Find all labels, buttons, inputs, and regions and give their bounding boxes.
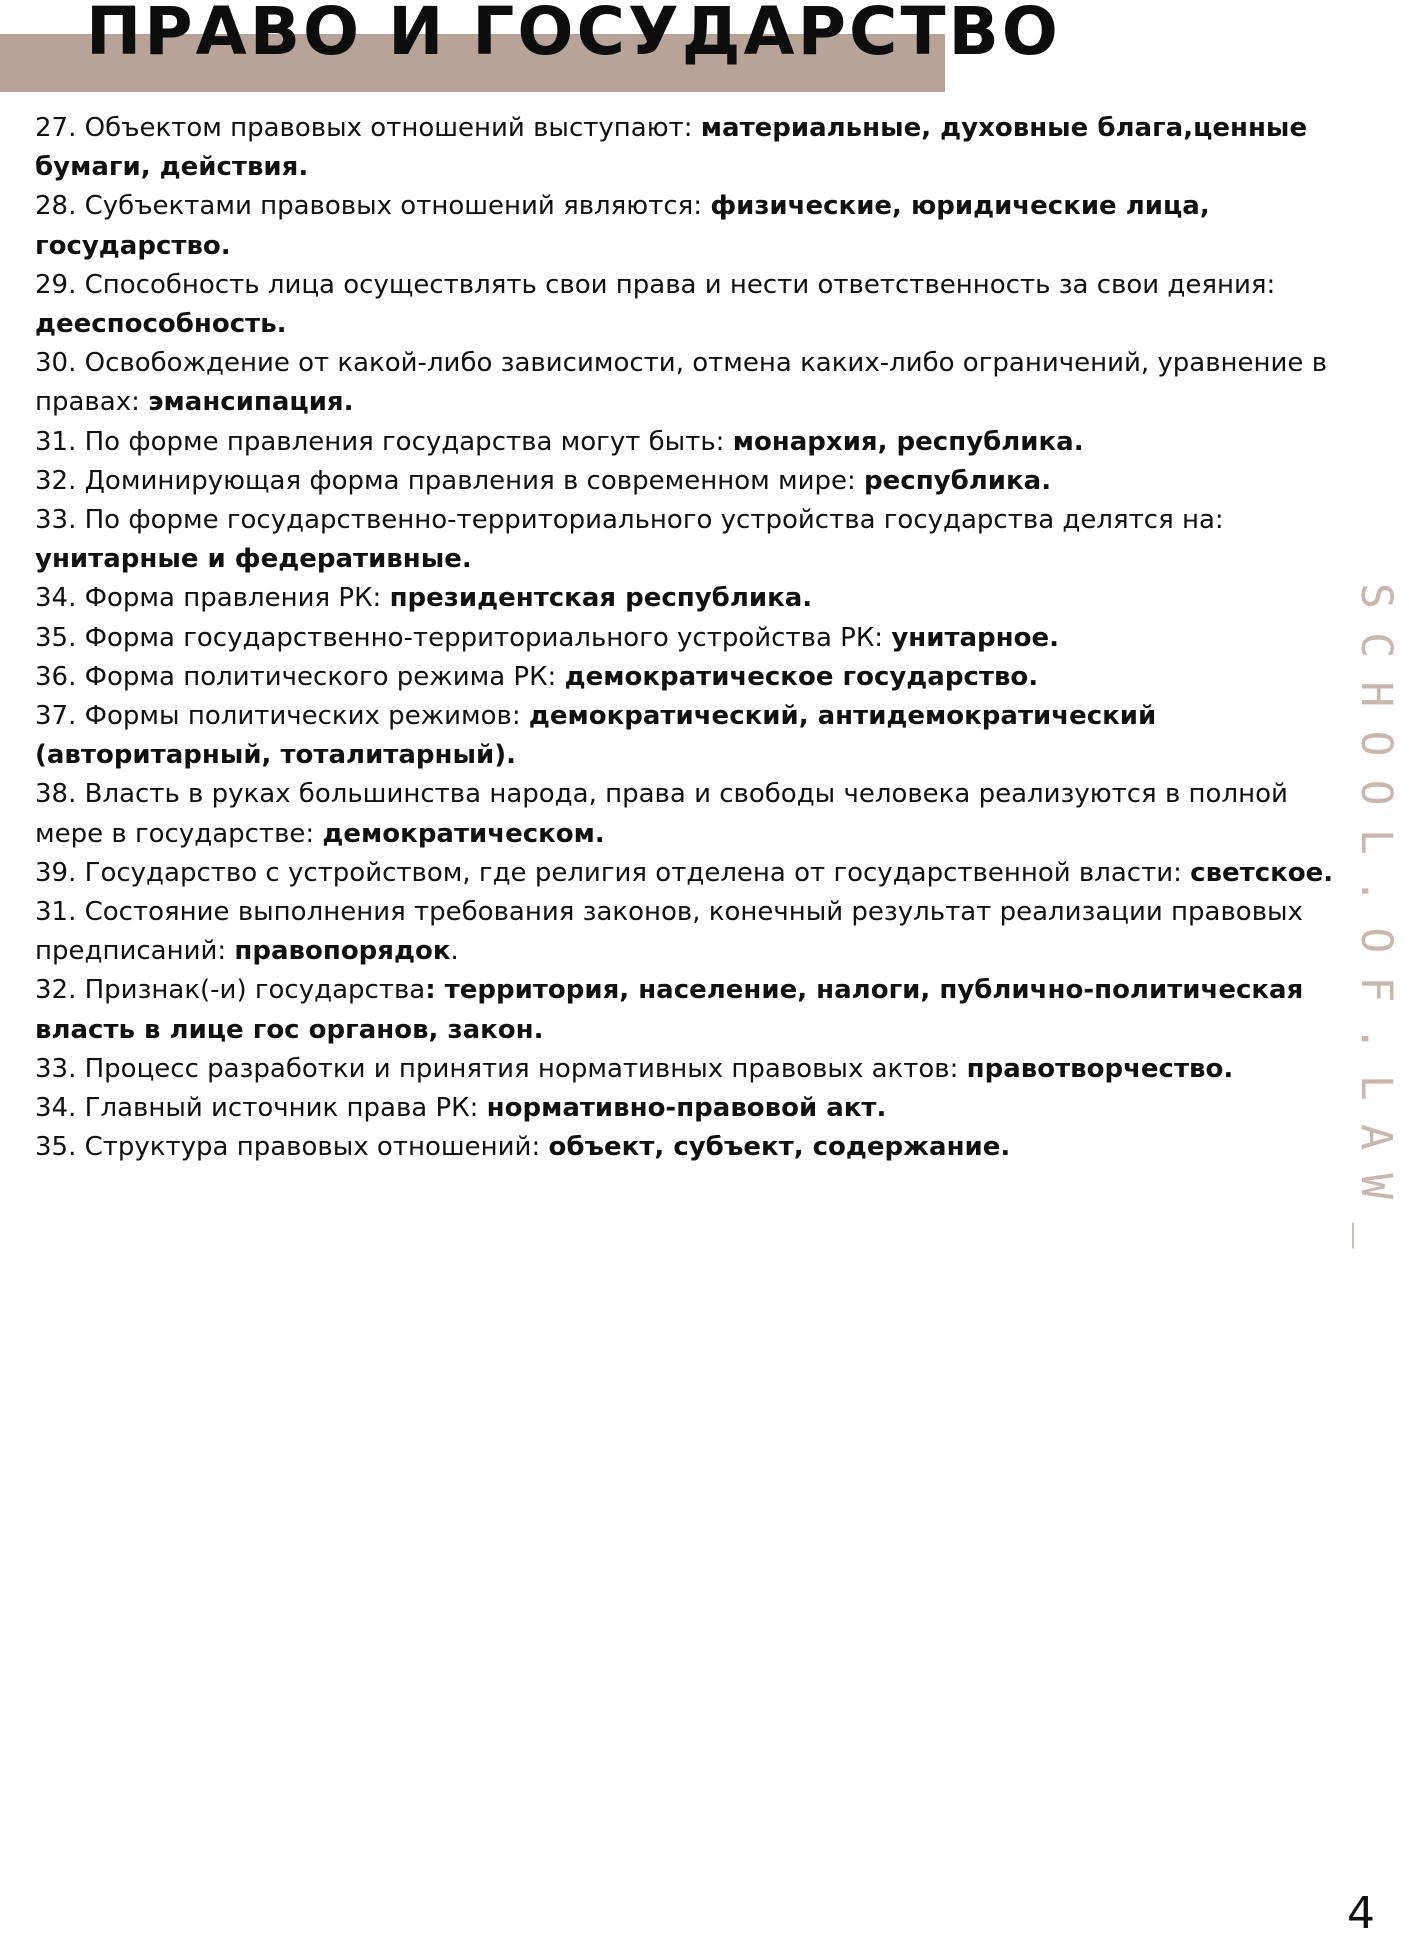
item-answer: физические, юридические лица, государство. (35, 191, 1210, 261)
item-text: 32. Доминирующая форма правления в современном мире: (35, 465, 865, 496)
item-text: 33. По форме государственно-территориального устройства государства делятся на: (35, 505, 1224, 536)
item-text: 35. Структура правовых отношений: (35, 1132, 549, 1163)
item-tail: . (450, 936, 459, 967)
item-answer: президентская республика. (389, 583, 813, 614)
list-item (35, 893, 1335, 971)
item-text: 27. Объектом правовых отношений выступают: (35, 113, 701, 143)
item-answer: унитарные и федеративные. (35, 544, 472, 575)
list-item (35, 579, 1335, 618)
list-item (35, 697, 1335, 775)
item-answer: эмансипация. (148, 387, 354, 418)
side-brand-text: SCHOOL.OF.LAW_ (1351, 583, 1401, 1272)
item-text: 37. Формы политических режимов: (35, 701, 529, 732)
item-answer: унитарное. (891, 622, 1060, 653)
list-item (35, 344, 1335, 422)
list-item (35, 1050, 1335, 1089)
item-answer: демократический, антидемократический (авторитарный, тоталитарный). (35, 701, 1157, 771)
list-item (35, 619, 1335, 658)
item-answer: материальные, духовные блага,ценные бумаги, действия. (35, 113, 1308, 183)
list-item (35, 1089, 1335, 1128)
item-text: 29. Способность лица осуществлять свои права и нести ответственность за свои деяния: (35, 269, 1276, 300)
list-item (35, 854, 1335, 893)
item-text: 34. Главный источник права РК: (35, 1093, 487, 1124)
list-item (35, 462, 1335, 501)
list-item (35, 658, 1335, 697)
definitions-list (35, 109, 1335, 1167)
list-item (35, 187, 1335, 265)
page-number: 4 (1347, 1888, 1375, 1939)
item-text: 34. Форма правления РК: (35, 583, 390, 614)
item-text: 39. Государство с устройством, где религия отделена от государственной власти: (35, 857, 1191, 888)
list-item (35, 109, 1335, 187)
item-text: 35. Форма государственно-территориального устройства РК: (35, 622, 892, 653)
list-item (35, 775, 1335, 853)
list-item (35, 501, 1335, 579)
item-text: 38. Власть в руках большинства народа, права и свободы человека реализуются в полной мере в государстве: (35, 779, 1288, 849)
item-answer: демократическом. (322, 818, 605, 849)
item-text: 31. По форме правления государства могут быть: (35, 426, 733, 457)
item-answer: правотворчество. (966, 1053, 1234, 1084)
item-answer: демократическое государство. (564, 661, 1039, 692)
list-item (35, 971, 1335, 1049)
list-item (35, 423, 1335, 462)
item-answer: дееспособность. (35, 309, 287, 340)
item-text: 28. Субъектами правовых отношений являются: (35, 191, 711, 222)
item-text: 30. Освобождение от какой-либо зависимости, отмена каких-либо ограничений, уравнение в правах: (35, 348, 1328, 418)
item-answer: республика. (864, 465, 1052, 496)
item-answer: правопорядок (234, 936, 451, 967)
list-item (35, 1128, 1335, 1167)
item-answer: монархия, республика. (732, 426, 1084, 457)
item-answer: светское. (1190, 857, 1334, 888)
item-text: 33. Процесс разработки и принятия нормативных правовых актов: (35, 1053, 967, 1084)
item-text: 32. Признак(-и) государства (35, 975, 426, 1006)
item-answer: : территория, население, налоги, публично-политическая власть в лице гос органов, закон. (35, 975, 1304, 1045)
page-title: ПРАВО И ГОСУДАРСТВО (86, 0, 1061, 70)
item-answer: объект, субъект, содержание. (548, 1132, 1011, 1163)
list-item (35, 266, 1335, 344)
item-answer: нормативно-правовой акт. (486, 1093, 887, 1124)
item-text: 31. Состояние выполнения требования законов, конечный результат реализации правовых предписаний: (35, 897, 1303, 967)
item-text: 36. Форма политического режима РК: (35, 661, 565, 692)
